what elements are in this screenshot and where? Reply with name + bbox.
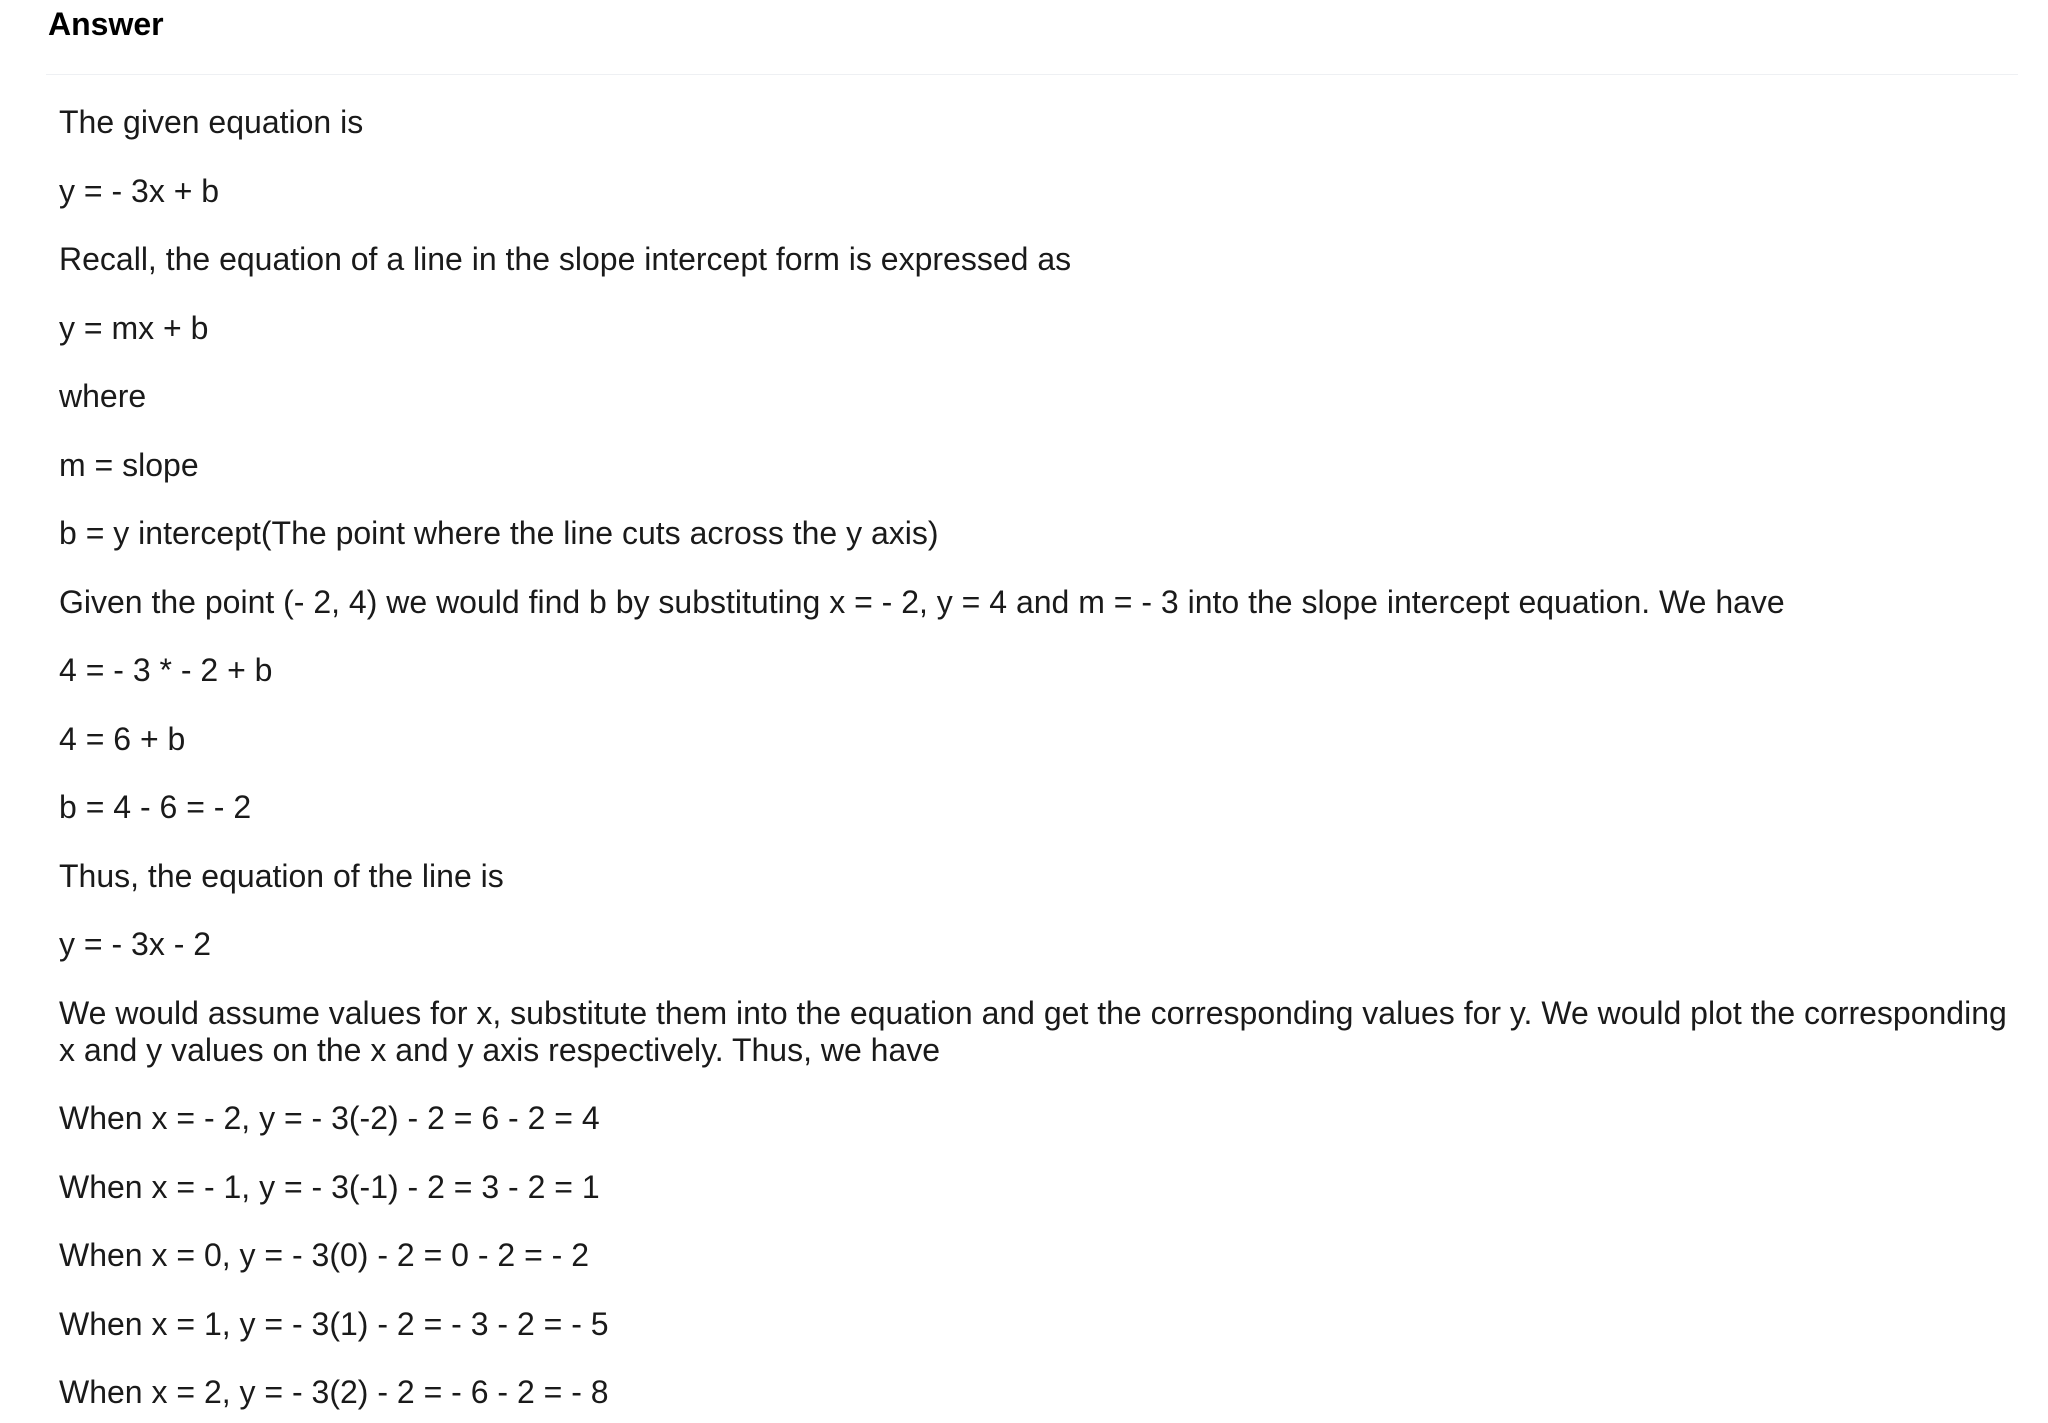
answer-line: When x = 2, y = - 3(2) - 2 = - 6 - 2 = - 8 — [59, 1374, 609, 1410]
answer-line: 4 = 6 + b — [59, 720, 186, 757]
answer-line: When x = 1, y = - 3(1) - 2 = - 3 - 2 = - 5 — [59, 1305, 609, 1342]
answer-line: where — [59, 378, 147, 414]
answer-line: y = - 3x - 2 — [59, 926, 212, 962]
answer-line: The given equation is — [59, 104, 364, 140]
answer-line: Recall, the equation of a line in the slope intercept form is expressed as — [59, 241, 1072, 277]
answer-line: Given the point (- 2, 4) we would find b by substituting x = - 2, y = 4 and m = - 3 into the slope intercept equation. We have — [59, 583, 1785, 620]
answer-line: Thus, the equation of the line is — [59, 857, 504, 894]
answer-line: When x = - 1, y = - 3(-1) - 2 = 3 - 2 = 1 — [59, 1168, 600, 1205]
answer-body — [59, 104, 2019, 1411]
answer-line: b = y intercept(The point where the line cuts across the y axis) — [59, 515, 939, 551]
answer-line: y = mx + b — [59, 309, 209, 346]
answer-header: Answer — [48, 6, 164, 42]
answer-line: When x = - 2, y = - 3(-2) - 2 = 6 - 2 = 4 — [59, 1100, 600, 1136]
answer-line: y = - 3x + b — [59, 172, 220, 209]
answer-line: 4 = - 3 * - 2 + b — [59, 652, 273, 688]
answer-line: We would assume values for x, substitute them into the equation and get the corresponding values for y. We would plot the corresponding x and y values on the x and y axis respectively. Thus, we have — [59, 994, 2007, 1068]
header-divider — [46, 74, 2018, 75]
answer-line: m = slope — [59, 446, 199, 483]
answer-line: b = 4 - 6 = - 2 — [59, 789, 252, 825]
answer-line: When x = 0, y = - 3(0) - 2 = 0 - 2 = - 2 — [59, 1237, 589, 1273]
